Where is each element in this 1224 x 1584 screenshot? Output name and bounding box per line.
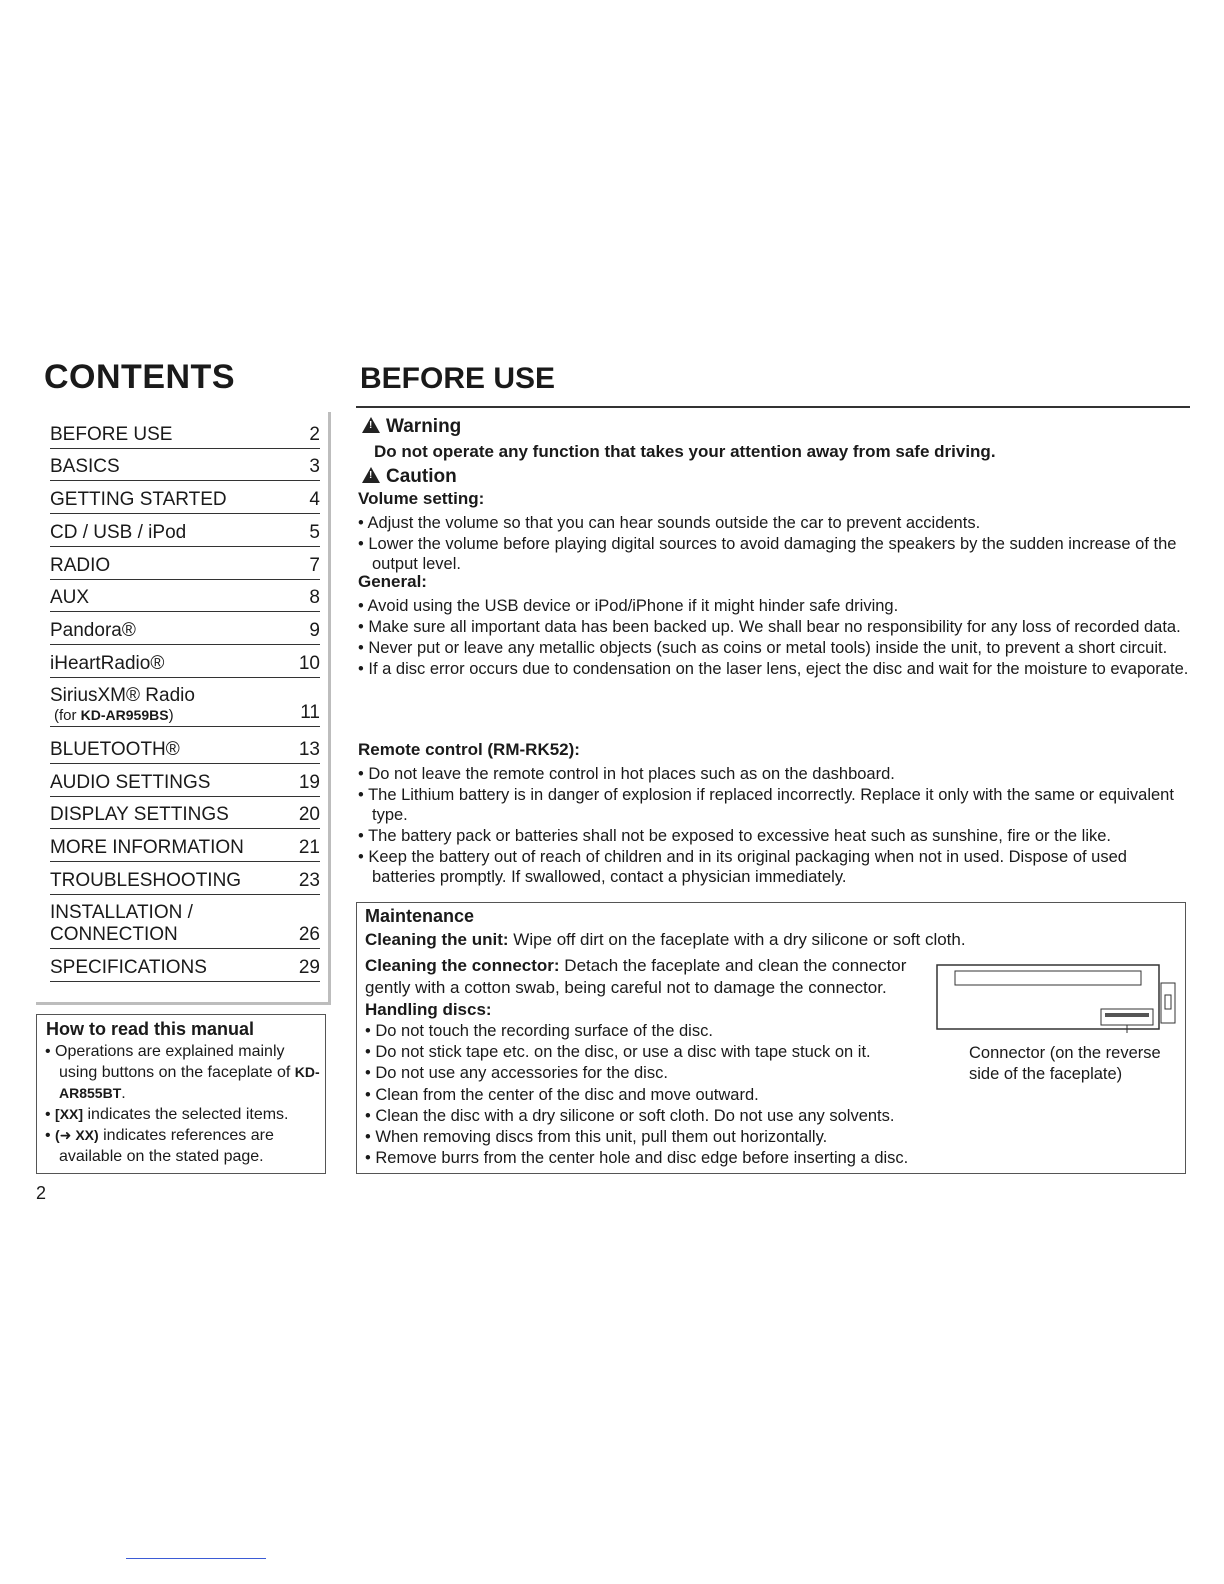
list-item: • The Lithium battery is in danger of explosion if replaced incorrectly. Replace it only with the same or equivalent type. — [358, 785, 1192, 825]
list-item: • Operations are explained mainly using buttons on the faceplate of KD-AR855BT. — [45, 1041, 321, 1104]
warning-heading: !Warning — [362, 416, 461, 438]
toc-item[interactable] — [50, 739, 320, 764]
toc-item[interactable] — [50, 424, 320, 449]
toc-item-page: 7 — [309, 555, 320, 576]
toc-item[interactable] — [50, 772, 320, 797]
toc-item[interactable] — [50, 870, 320, 895]
toc-item[interactable] — [50, 555, 320, 580]
toc-item[interactable] — [50, 902, 320, 949]
toc-item-label: INSTALLATION / — [50, 902, 193, 923]
list-item: • Do not leave the remote control in hot places such as on the dashboard. — [358, 764, 1192, 784]
maintenance-box — [356, 902, 1186, 1174]
toc-item-page: 20 — [298, 804, 320, 825]
faceplate-illustration — [935, 963, 1179, 1033]
list-item: • Do not touch the recording surface of the disc. — [365, 1021, 965, 1042]
toc-item-label: RADIO — [50, 555, 111, 576]
list-item: • Avoid using the USB device or iPod/iPhone if it might hinder safe driving. — [358, 596, 1192, 616]
toc-item-label: AUX — [50, 587, 90, 608]
maintenance-title: Maintenance — [365, 906, 475, 926]
remote-heading: Remote control (RM-RK52): — [358, 740, 580, 759]
page-number: 2 — [36, 1183, 47, 1203]
toc-item[interactable] — [50, 685, 320, 727]
toc-item-page: 13 — [298, 739, 320, 760]
toc-item-label: GETTING STARTED — [50, 489, 227, 510]
cleaning-connector-text-2: gently with a cotton swab, being careful not to damage the connector. — [365, 978, 887, 997]
toc-item-page: 3 — [309, 456, 320, 477]
toc-item-label: SPECIFICATIONS — [50, 957, 207, 978]
list-item: • Never put or leave any metallic objects (such as coins or metal tools) inside the unit, to prevent a short circuit. — [358, 638, 1192, 658]
scan-artifact-line — [126, 1558, 266, 1559]
list-item: • (➜ XX) indicates references are available on the stated page. — [45, 1125, 321, 1167]
table-of-contents — [36, 412, 331, 1005]
list-item: • Clean from the center of the disc and move outward. — [365, 1085, 965, 1106]
model-number: KD-AR959BS — [80, 707, 169, 723]
toc-item-page: 21 — [298, 837, 320, 858]
toc-item-label: Pandora® — [50, 620, 136, 641]
reference-code: (➜ XX) — [55, 1127, 99, 1143]
cleaning-connector-text: Cleaning the connector: Detach the faceplate and clean the connector — [365, 956, 907, 975]
toc-item[interactable] — [50, 456, 320, 481]
toc-item-label: iHeartRadio® — [50, 653, 165, 674]
toc-item-page: 8 — [309, 587, 320, 608]
title-divider — [356, 406, 1190, 408]
toc-item[interactable] — [50, 522, 320, 547]
toc-item-page: 11 — [300, 702, 320, 723]
toc-item-label: BASICS — [50, 456, 120, 477]
toc-item[interactable] — [50, 587, 320, 612]
list-item: • [XX] indicates the selected items. — [45, 1104, 321, 1125]
toc-item-label: SiriusXM® Radio — [50, 685, 195, 706]
list-item: • Remove burrs from the center hole and disc edge before inserting a disc. — [365, 1148, 965, 1169]
toc-item-page: 9 — [309, 620, 320, 641]
toc-item-label: MORE INFORMATION — [50, 837, 244, 858]
connector-caption: Connector (on the reverse side of the faceplate) — [969, 1044, 1161, 1083]
remote-list — [358, 764, 1192, 888]
handling-heading: Handling discs: — [365, 1000, 492, 1019]
toc-item-page: 4 — [309, 489, 320, 510]
how-to-read-list — [45, 1041, 321, 1167]
list-item: • Do not stick tape etc. on the disc, or use a disc with tape stuck on it. — [365, 1042, 965, 1063]
cleaning-unit-text: Cleaning the unit: Wipe off dirt on the faceplate with a dry silicone or soft cloth. — [365, 930, 966, 949]
list-item: • Make sure all important data has been backed up. We shall bear no responsibility for any loss of recorded data. — [358, 617, 1192, 637]
list-item: • Clean the disc with a dry silicone or soft cloth. Do not use any solvents. — [365, 1106, 965, 1127]
toc-item-page: 23 — [298, 870, 320, 891]
toc-item[interactable] — [50, 489, 320, 514]
toc-item[interactable] — [50, 957, 320, 982]
caution-icon — [362, 467, 380, 483]
toc-item-label: AUDIO SETTINGS — [50, 772, 211, 793]
handling-list — [365, 1021, 965, 1169]
toc-item[interactable] — [50, 620, 320, 645]
list-item: • The battery pack or batteries shall not be exposed to excessive heat such as sunshine, fire or the like. — [358, 826, 1192, 846]
warning-text: Do not operate any function that takes your attention away from safe driving. — [374, 442, 996, 461]
caution-heading: !Caution — [362, 466, 457, 488]
list-item: • Adjust the volume so that you can hear sounds outside the car to prevent accidents. — [358, 513, 1192, 533]
toc-item-sublabel: (for KD-AR959BS) — [54, 707, 174, 724]
list-item: • Keep the battery out of reach of children and in its original packaging when not in used. Dispose of used batteries promptly. If swallowed, contact a physician immediately. — [358, 847, 1192, 887]
contents-title: CONTENTS — [44, 358, 235, 396]
volume-heading: Volume setting: — [358, 489, 485, 508]
list-item: • Do not use any accessories for the disc. — [365, 1063, 965, 1084]
toc-item-label: BEFORE USE — [50, 424, 173, 445]
toc-item-page: 10 — [298, 653, 320, 674]
toc-item-label: CD / USB / iPod — [50, 522, 187, 543]
general-heading: General: — [358, 572, 427, 591]
general-list — [358, 596, 1192, 680]
volume-list — [358, 513, 1192, 575]
toc-item-label-line2: CONNECTION — [50, 924, 178, 945]
toc-item-page: 29 — [298, 957, 320, 978]
list-item: • Lower the volume before playing digital sources to avoid damaging the speakers by the sudden increase of the output level. — [358, 534, 1192, 574]
toc-item-label: BLUETOOTH® — [50, 739, 180, 760]
toc-item[interactable] — [50, 653, 320, 678]
toc-item-page: 5 — [309, 522, 320, 543]
toc-item-label: DISPLAY SETTINGS — [50, 804, 229, 825]
toc-item[interactable] — [50, 837, 320, 862]
toc-item-page: 2 — [309, 424, 320, 445]
model-number: KD-AR855BT — [59, 1064, 320, 1101]
list-item: • If a disc error occurs due to condensation on the laser lens, eject the disc and wait for the moisture to evaporate. — [358, 659, 1192, 679]
toc-item[interactable] — [50, 804, 320, 829]
warning-icon — [362, 417, 380, 433]
selected-item-code: [XX] — [55, 1106, 84, 1122]
toc-item-page: 26 — [298, 924, 320, 945]
how-to-read-box — [36, 1014, 326, 1174]
list-item: • When removing discs from this unit, pull them out horizontally. — [365, 1127, 965, 1148]
section-title: BEFORE USE — [360, 362, 556, 395]
toc-item-label: TROUBLESHOOTING — [50, 870, 242, 891]
how-to-read-title: How to read this manual — [46, 1019, 255, 1039]
toc-item-page: 19 — [298, 772, 320, 793]
